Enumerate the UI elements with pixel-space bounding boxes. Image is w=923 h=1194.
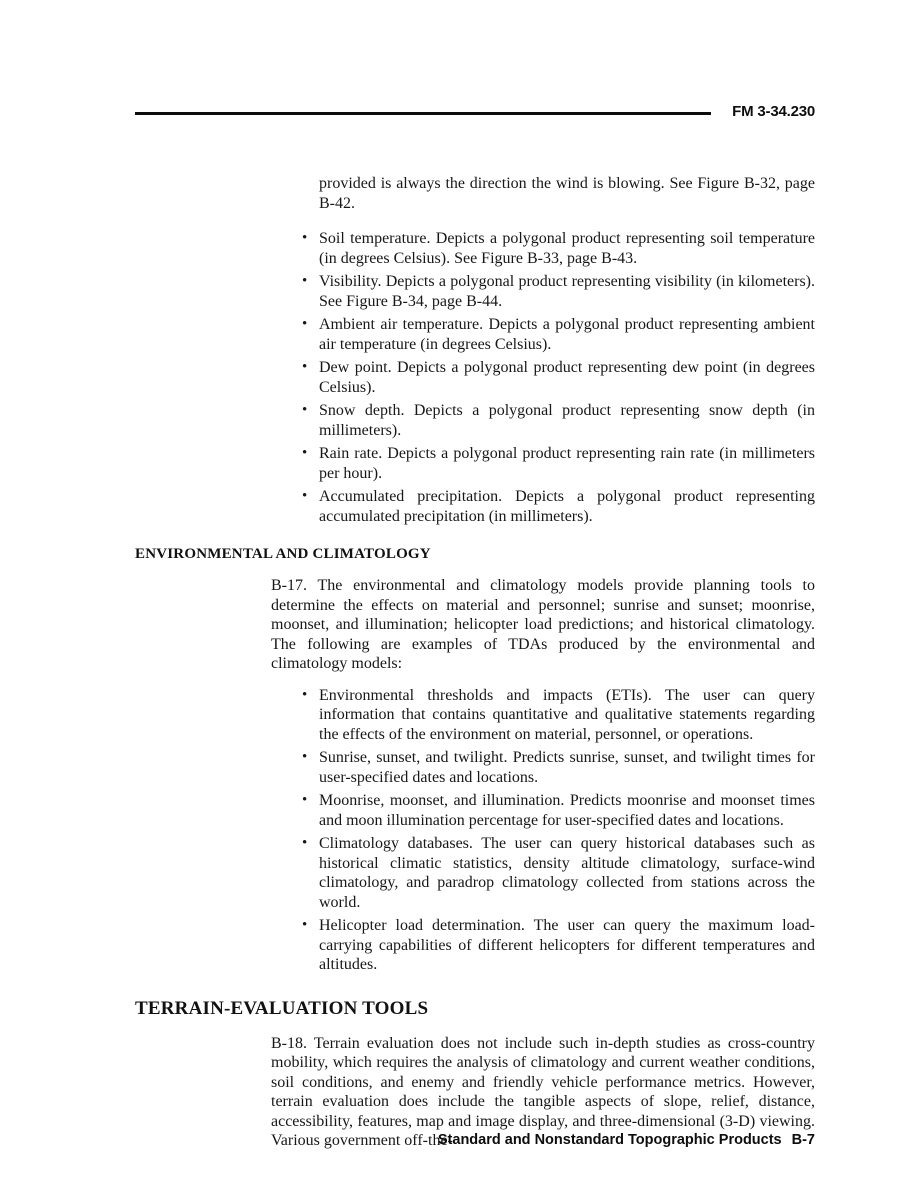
environmental-tda-bullet-list [302,686,815,975]
list-item: • Ambient air temperature. Depicts a polygonal product representing ambient air temperature (in degrees Celsius). [302,315,815,354]
section-heading-terrain-evaluation-tools: TERRAIN-EVALUATION TOOLS [135,997,429,1019]
list-item: • Climatology databases. The user can query historical databases such as historical climatic statistics, density altitude climatology, surface-wind climatology, and paradrop climatology collected from stations across the world. [302,834,815,912]
list-item: • Rain rate. Depicts a polygonal product representing rain rate (in millimeters per hour). [302,444,815,483]
list-item: • Moonrise, moonset, and illumination. Predicts moonrise and moonset times and moon illumination percentage for user-specified dates and locations. [302,791,815,830]
wind-bullet-continuation-text: provided is always the direction the wind is blowing. See Figure B-32, page B-42. [319,175,815,212]
list-item: • Dew point. Depicts a polygonal product representing dew point (in degrees Celsius). [302,358,815,397]
list-item: • Sunrise, sunset, and twilight. Predicts sunrise, sunset, and twilight times for user-specified dates and locations. [302,748,815,787]
list-item: • Snow depth. Depicts a polygonal product representing snow depth (in millimeters). [302,401,815,440]
footer-title: Standard and Nonstandard Topographic Products [437,1132,782,1148]
header-rule [135,112,711,115]
list-item: • Helicopter load determination. The user can query the maximum load-carrying capabilities of different helicopters for different temperatures and altitudes. [302,916,815,975]
list-item: • Visibility. Depicts a polygonal product representing visibility (in kilometers). See Figure B-34, page B-44. [302,272,815,311]
section-heading-environmental-and-climatology: ENVIRONMENTAL AND CLIMATOLOGY [135,546,431,562]
paragraph-b17: B-17. The environmental and climatology models provide planning tools to determine the effects on material and personnel; sunrise and sunset; moonrise, moonset, and illumination; helicopter load predictions; and historical climatology. The following are examples of TDAs produced by the environmental and climatology models: [271,577,815,672]
page-footer [315,1131,815,1151]
list-item: • Environmental thresholds and impacts (ETIs). The user can query information that contains quantitative and qualitative statements regarding the effects of the environment on material, personnel, or operations. [302,686,815,745]
footer-page-number: B-7 [791,1132,815,1148]
weather-products-bullet-list [302,229,815,526]
document-number: FM 3-34.230 [732,103,815,120]
paragraph-b18: B-18. Terrain evaluation does not include such in-depth studies as cross-country mobility, which requires the analysis of climatology and current weather conditions, soil conditions, and enemy and friendly vehicle performance metrics. However, terrain evaluation does include the tangible aspects of slope, relief, distance, accessibility, features, map and image display, and three-dimensional (3-D) viewing. Various government off-the- [271,1034,815,1149]
list-item: • Soil temperature. Depicts a polygonal product representing soil temperature (in degrees Celsius). See Figure B-33, page B-43. [302,229,815,268]
page-content [135,158,815,1163]
list-item: • Accumulated precipitation. Depicts a polygonal product representing accumulated precipitation (in millimeters). [302,487,815,526]
